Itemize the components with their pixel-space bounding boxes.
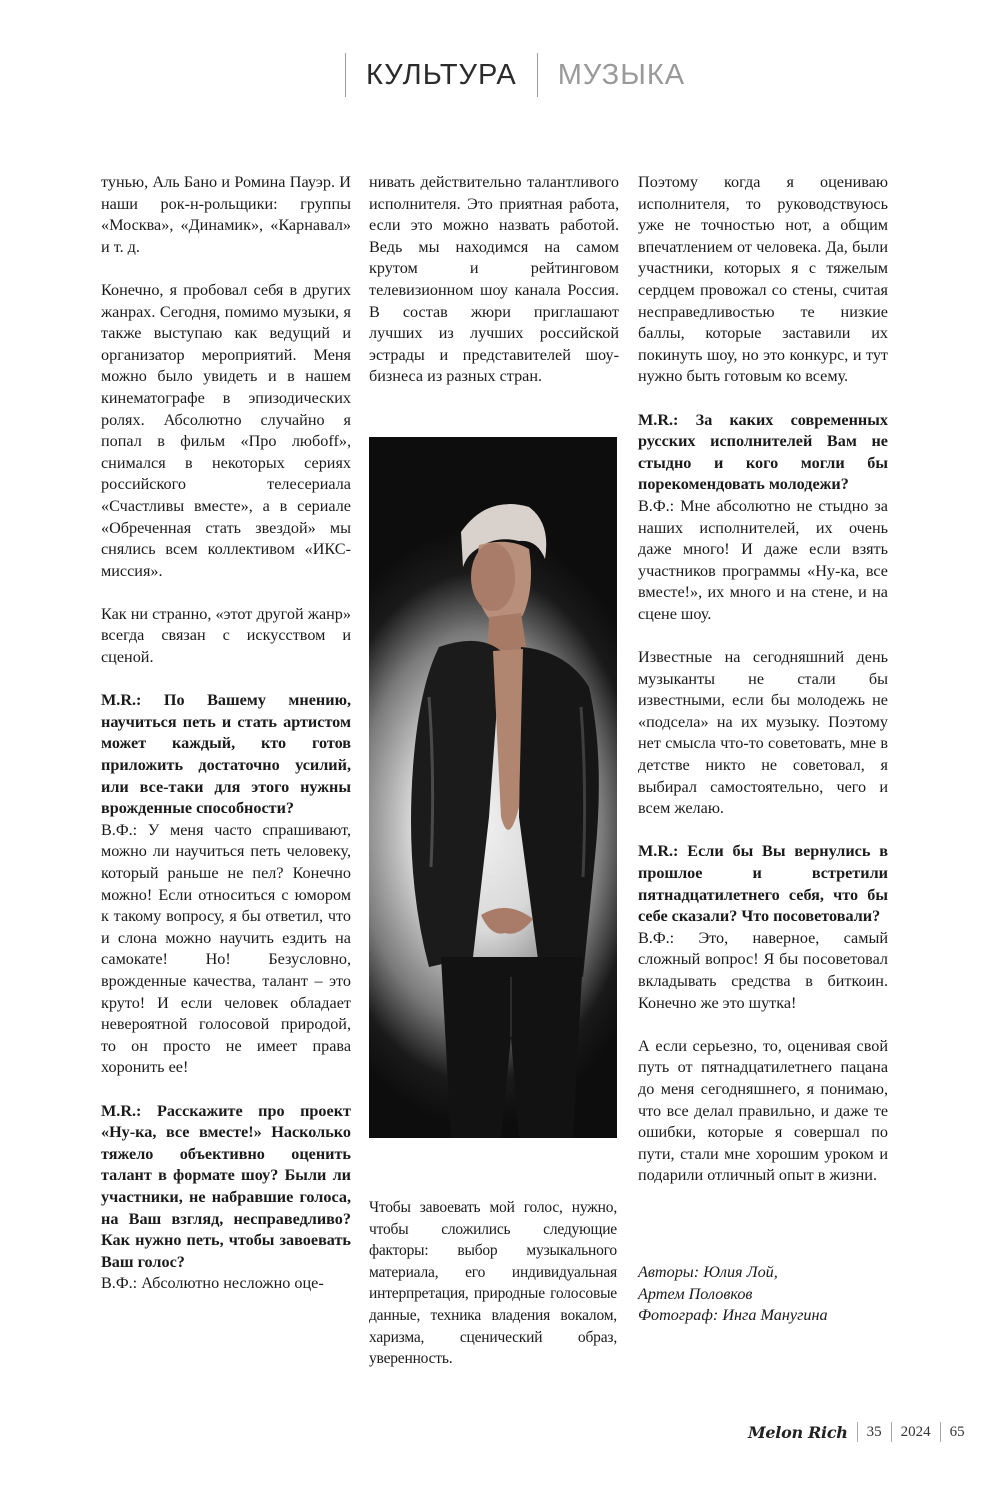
paragraph: Известные на сегодняшний день музыканты не стали бы известными, если бы молодежь не «подсела» на их музыку. Поэтому нет смысла что-то советовать, мне в детстве никто не советовал, я выбирал самостоятельно, чего и всем желаю. (638, 648, 888, 818)
article-column-3 (638, 172, 888, 1209)
section-title: КУЛЬТУРА (366, 58, 517, 91)
paragraph: Конечно, я пробовал себя в других жанрах. Сегодня, помимо музыки, я также выступаю как ведущий и организатор мероприятий. Меня можно было увидеть и в нашем кинематографе в эпизодических ролях. Абсолютно случайно я попал в фильм «Про любоff», снимался в некоторых сериях российского телесериала «Счастливы вместе», а в сериале «Обреченная стать звездой» мы снялись всем коллективом «ИКС-миссия». (101, 280, 351, 580)
interview-question: M.R.: За каких современных русских исполнителей Вам не стыдно и кого могли бы порекомендовать молодежи? (638, 410, 888, 494)
article-column-2 (369, 172, 619, 410)
interview-answer: В.Ф.: Мне абсолютно не стыдно за наших исполнителей, их очень даже много! И даже если взять участников программы «Ну-ка, все вместе!», их много и на стене, и на сцене шоу. (638, 496, 888, 623)
portrait-illustration (369, 437, 617, 1138)
paragraph: А если серьезно, то, оценивая свой путь от пятнадцатилетнего пацана до меня сегодняшнего, я понимаю, что все делал правильно, и даже те ошибки, которые я совершал по пути, стали мне хорошим уроком и подарили отличный опыт в жизни. (638, 1036, 888, 1185)
interview-answer: В.Ф.: У меня часто спрашивают, можно ли научиться петь человеку, который раньше не пел? Конечно можно! Если относиться с юмором к такому вопросу, я бы ответил, что и слона можно научить ездить на самокате! Но! Безусловно, врожденные качества, талант – это круто! И если человек обладает невероятной голосовой природой, то он просто не имеет права хоронить ее! (101, 820, 351, 1077)
credit-photographer: Фотограф: Инга Манугина (638, 1306, 828, 1325)
page-number: 65 (949, 1423, 965, 1440)
interview-question: M.R.: По Вашему мнению, научиться петь и стать артистом может каждый, кто готов приложить достаточно усилий, или все-таки для этого нужны врожденные способности? (101, 691, 351, 818)
issue-number: 35 (866, 1423, 882, 1440)
portrait-photo (369, 437, 617, 1138)
credit-authors: Авторы: Юлия Лой, (638, 1263, 778, 1281)
year: 2024 (900, 1423, 931, 1440)
article-column-1 (101, 172, 351, 1295)
paragraph: нивать действительно талантливого исполнителя. Это приятная работа, если это можно назвать работой. Ведь мы находимся на самом крутом и рейтинговом телевизионном шоу канала Россия. В состав жюри приглашают лучших из лучших российской эстрады и представителей шоу-бизнеса из разных стран. (369, 173, 619, 386)
interview-question: M.R.: Если бы Вы вернулись в прошлое и встретили пятнадцатилетнего себя, что бы себе сказали? Что посоветовали? (638, 842, 888, 926)
paragraph: тунью, Аль Бано и Ромина Пауэр. И наши рок-н-рольщики: группы «Москва», «Динамик», «Карнавал» и т. д. (101, 173, 351, 256)
interview-answer: В.Ф.: Это, наверное, самый сложный вопрос! Я бы посоветовал вкладывать средства в биткоин. Конечно же это шутка! (638, 928, 888, 1012)
paragraph: Как ни странно, «этот другой жанр» всегда связан с искусством и сценой. (101, 604, 351, 667)
page-footer (748, 1420, 965, 1444)
credit-author: Артем Половков (638, 1284, 753, 1303)
section-header (345, 52, 705, 98)
photo-caption: Чтобы завоевать мой голос, нужно, чтобы сложились следующие факторы: выбор музыкального материала, его индивидуальная интерпретация, природные голосовые данные, техника владения вокалом, харизма, сценический образ, уверенность. (369, 1199, 617, 1368)
subsection-title: МУЗЫКА (557, 58, 686, 91)
divider (940, 1422, 941, 1442)
interview-question: M.R.: Расскажите про проект «Ну-ка, все вместе!» Насколько тяжело объективно оценить талант в формате шоу? Были ли участники, не набравшие голоса, на Ваш взгляд, несправедливо? Как нужно петь, чтобы завоевать Ваш голос? (101, 1101, 351, 1271)
article-credits (638, 1262, 888, 1327)
divider (891, 1422, 892, 1442)
divider (857, 1422, 858, 1442)
interview-answer: В.Ф.: Абсолютно несложно оце- (101, 1274, 324, 1293)
magazine-logo: Melon Rich (748, 1422, 848, 1442)
paragraph: Поэтому когда я оцениваю исполнителя, то руководствуюсь уже не точностью нот, а общим впечатлением от человека. Да, были участники, которых я с тяжелым сердцем провожал со стены, считая несправедливостью те низкие баллы, которые заставили их покинуть шоу, но это конкурс, и тут нужно быть готовым ко всему. (638, 173, 888, 386)
